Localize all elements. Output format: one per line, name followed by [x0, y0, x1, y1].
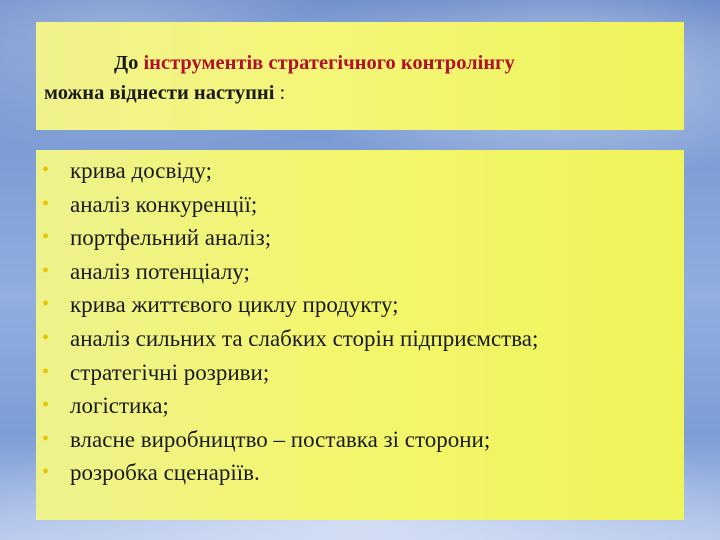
list-item-text: власне виробництво – поставка зі сторони;: [70, 426, 491, 452]
list-item-text: портфельний аналіз;: [70, 225, 272, 251]
list-item-text: аналіз конкуренції;: [70, 191, 258, 217]
list-item-text: аналіз сильних та слабких сторін підприємства;: [70, 325, 539, 351]
bullet-icon: •: [42, 259, 50, 282]
list-item: [36, 356, 684, 390]
list-item-text: аналіз потенціалу;: [70, 258, 250, 284]
list-item-text: крива досвіду;: [70, 158, 213, 183]
list-item-text: крива життєвого циклу продукту;: [70, 292, 399, 318]
bullet-icon: •: [42, 461, 50, 484]
title-highlight: інструментів стратегічного контролінгу: [143, 52, 515, 74]
bullet-icon: •: [42, 360, 50, 383]
bullet-icon: •: [42, 427, 50, 450]
list-item: [36, 255, 684, 289]
title-box: [36, 22, 684, 130]
list-item: [36, 188, 684, 222]
content-box: [36, 150, 684, 520]
bullet-icon: •: [42, 293, 50, 316]
title-prefix: До: [114, 52, 144, 74]
list-item: [36, 322, 684, 356]
list-item: [36, 423, 684, 457]
list-item: [36, 389, 684, 423]
bullet-icon: •: [42, 192, 50, 215]
title-line-1: [44, 48, 674, 78]
bullet-list: [36, 154, 684, 490]
list-item: [36, 154, 684, 188]
list-item: [36, 288, 684, 322]
list-item: [36, 221, 684, 255]
title-line-2-text: можна віднести наступні: [44, 82, 275, 104]
list-item-text: логістика;: [70, 393, 169, 419]
bullet-icon: •: [42, 159, 50, 181]
bullet-icon: •: [42, 394, 50, 417]
list-item: [36, 456, 684, 490]
title-colon: :: [274, 82, 286, 104]
bullet-icon: •: [42, 326, 50, 349]
list-item-text: розробка сценаріїв.: [70, 460, 260, 486]
title-line-2: [44, 78, 674, 108]
bullet-icon: •: [42, 226, 50, 249]
list-item-text: стратегічні розриви;: [70, 359, 270, 385]
